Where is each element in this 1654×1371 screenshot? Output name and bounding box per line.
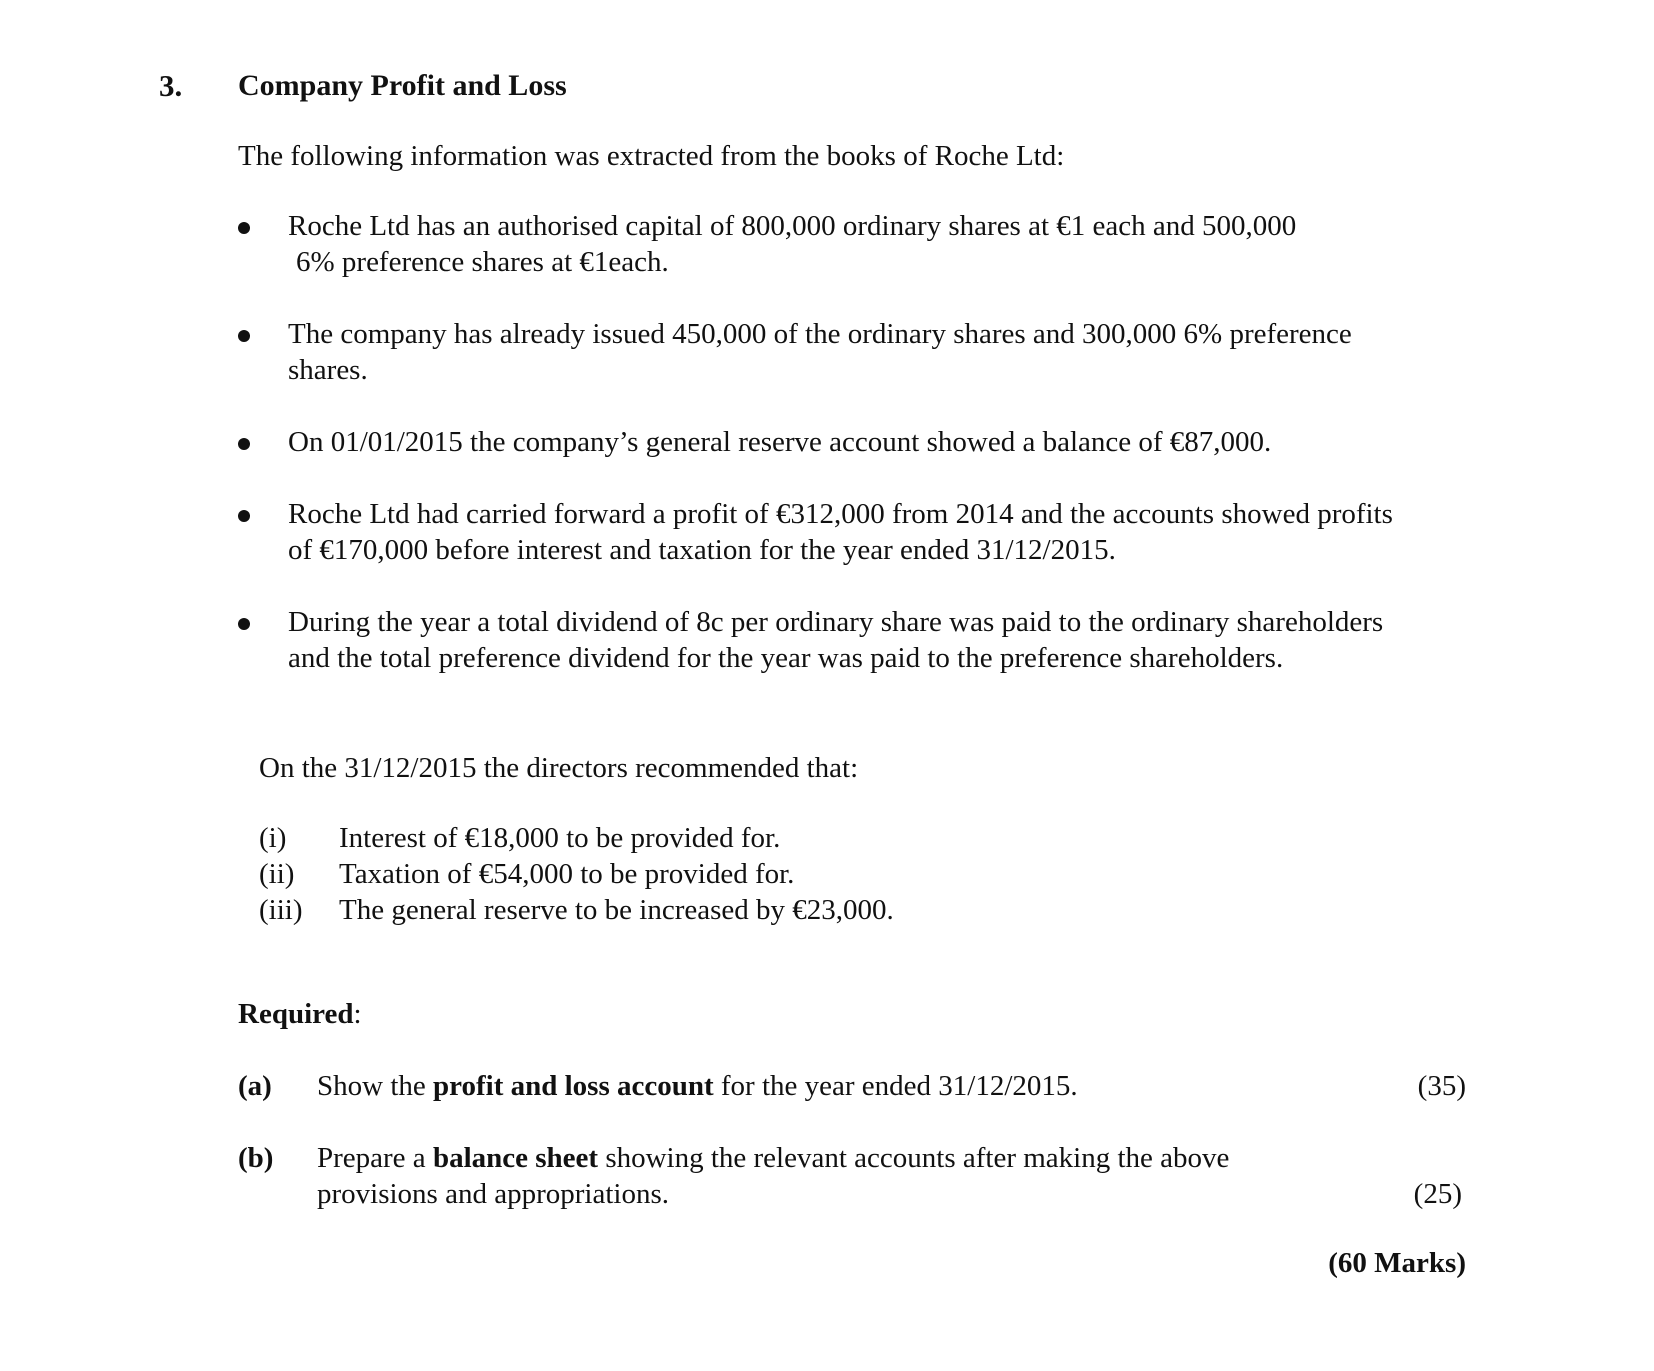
bullet-line-2: shares. [288,354,368,386]
bullet-dot-icon [238,618,250,630]
total-marks: (60 Marks) [1328,1247,1466,1279]
bullet-text [288,496,1468,568]
bullet-line-1: During the year a total dividend of 8c per ordinary share was paid to the ordinary shareholders [288,606,1384,638]
recommendation-text: Interest of €18,000 to be provided for. [339,822,781,854]
question-number: 3. [159,68,183,103]
bullet-dot-icon [238,222,250,234]
directors-statement: On the 31/12/2015 the directors recommended that: [259,752,859,784]
bullet-line-1: On 01/01/2015 the company’s general reserve account showed a balance of €87,000. [288,426,1272,458]
recommendation-number: (ii) [259,858,295,890]
part-b-marks: (25) [1413,1178,1462,1210]
bullet-line-2: 6% preference shares at €1each. [296,246,669,278]
bullet-line-1: The company has already issued 450,000 of the ordinary shares and 300,000 6% preference [288,318,1352,350]
bullet-text [288,208,1468,280]
part-a-pre: Show the [317,1070,433,1102]
bullet-line-2: and the total preference dividend for the year was paid to the preference shareholders. [288,642,1284,674]
bullet-dot-icon [238,510,250,522]
bullet-line-1: Roche Ltd had carried forward a profit of €312,000 from 2014 and the accounts showed profits [288,498,1393,530]
required-label: Required [238,998,354,1030]
required-heading [238,996,362,1032]
part-a-bold: profit and loss account [433,1070,714,1102]
recommendation-number: (i) [259,822,287,854]
part-b-bold: balance sheet [432,1142,599,1174]
recommendation-text: Taxation of €54,000 to be provided for. [339,858,795,890]
recommendation-number: (iii) [259,894,303,926]
part-b-text [317,1140,1229,1212]
bullet-text [288,604,1468,676]
part-b-line-2: provisions and appropriations. [317,1178,669,1210]
part-b-post: showing the relevant accounts after making the above [598,1142,1230,1174]
question-title: Company Profit and Loss [238,69,567,102]
bullet-dot-icon [238,330,250,342]
bullet-text [288,424,1468,460]
part-b-pre: Prepare a [317,1142,433,1174]
intro-text: The following information was extracted from the books of Roche Ltd: [238,140,1065,172]
part-b-label: (b) [238,1142,274,1174]
part-a-label: (a) [238,1070,272,1102]
bullet-dot-icon [238,438,250,450]
bullet-line-2: of €170,000 before interest and taxation for the year ended 31/12/2015. [288,534,1116,566]
required-colon: : [353,998,362,1030]
part-b-line-1 [317,1140,1229,1176]
part-a-post: for the year ended 31/12/2015. [713,1070,1078,1102]
part-a-marks: (35) [1417,1070,1466,1102]
bullet-line-1: Roche Ltd has an authorised capital of 800,000 ordinary shares at €1 each and 500,000 [288,210,1297,242]
bullet-text [288,316,1468,388]
recommendation-text: The general reserve to be increased by €23,000. [339,894,894,926]
part-a-text [317,1068,1078,1104]
